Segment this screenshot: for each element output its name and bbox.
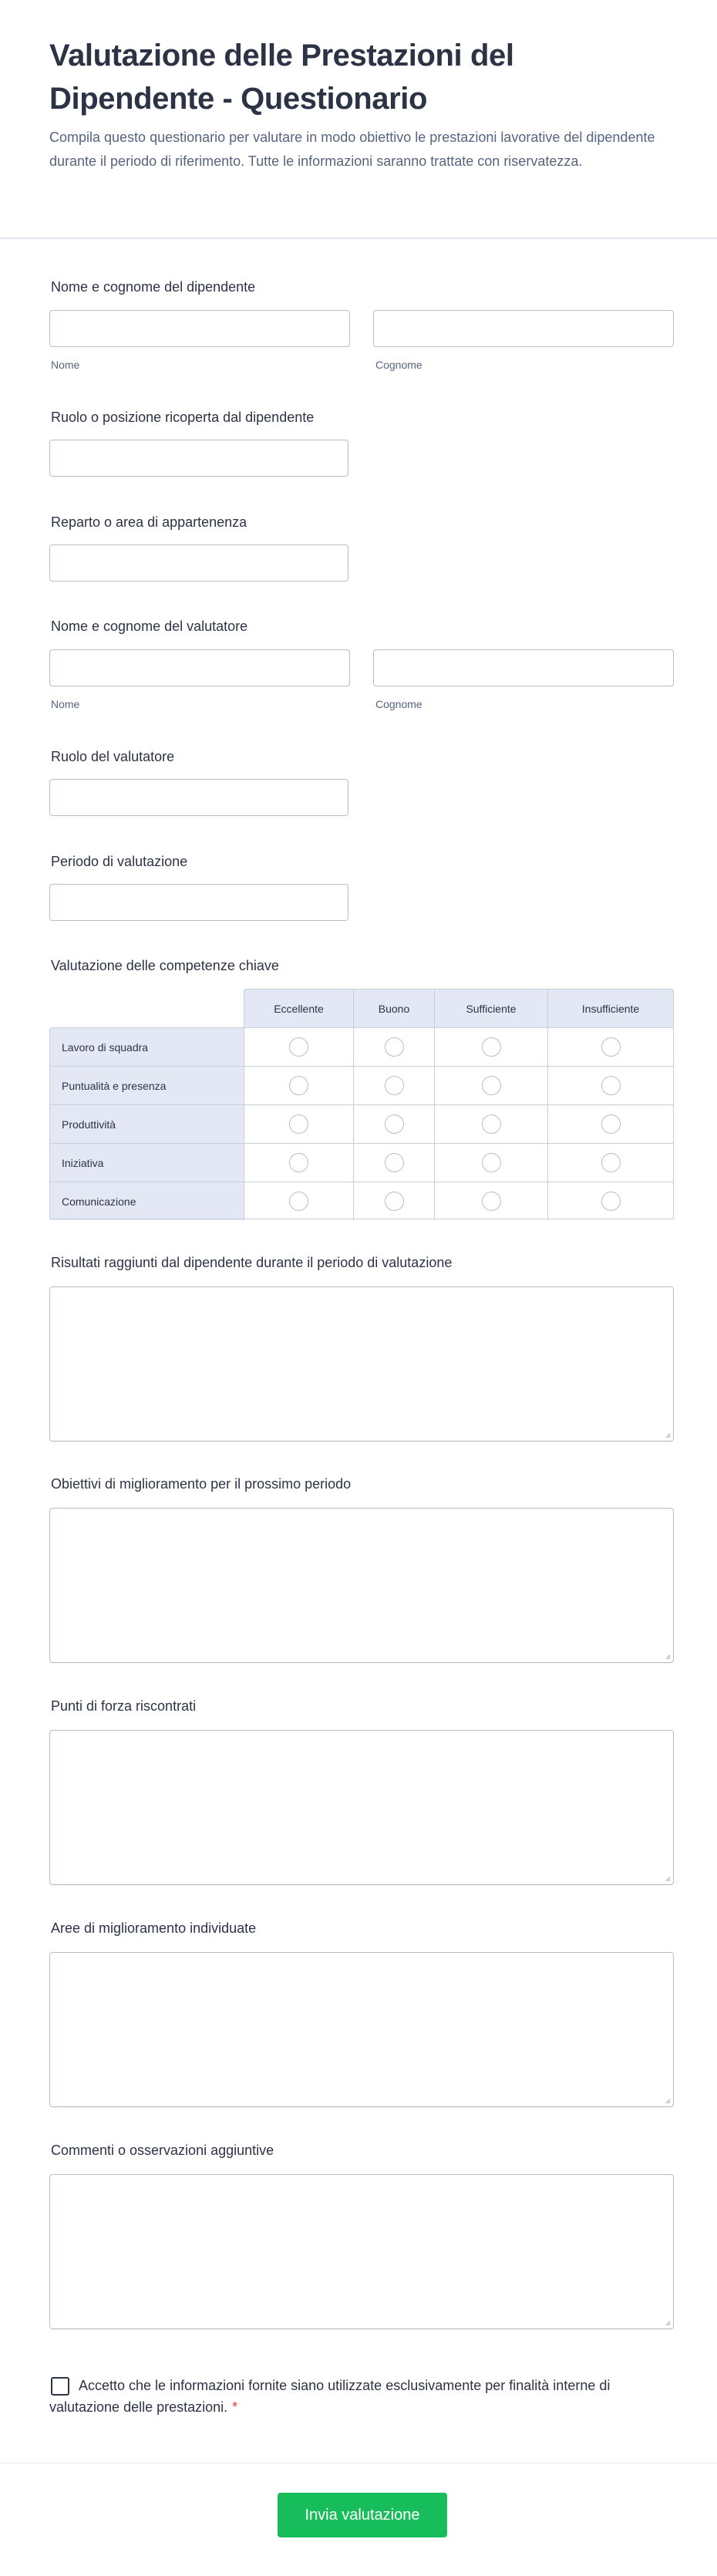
employee-last-name-input[interactable] <box>373 310 674 347</box>
department-label: Reparto o area di appartenenza <box>51 514 247 530</box>
radio-button[interactable] <box>289 1076 308 1095</box>
strengths-textarea[interactable] <box>49 1730 674 1885</box>
employee-first-name-input[interactable] <box>49 310 350 347</box>
form-header <box>0 0 717 239</box>
radio-button[interactable] <box>482 1037 501 1057</box>
employee-role-label: Ruolo o posizione ricoperta dal dipendente <box>51 410 315 425</box>
improvement-areas-label: Aree di miglioramento individuate <box>51 1920 257 1936</box>
improvement-areas-textarea[interactable] <box>49 1952 674 2107</box>
radio-button[interactable] <box>601 1114 621 1134</box>
radio-button[interactable] <box>289 1153 308 1172</box>
matrix-row <box>49 1143 674 1182</box>
resize-handle-icon[interactable] <box>665 1654 671 1660</box>
radio-button[interactable] <box>385 1037 404 1057</box>
radio-button[interactable] <box>289 1114 308 1134</box>
comments-textarea[interactable] <box>49 2174 674 2329</box>
radio-button[interactable] <box>601 1037 621 1057</box>
radio-button[interactable] <box>482 1192 501 1211</box>
competency-matrix <box>49 989 674 1219</box>
matrix-row-label: Iniziativa <box>49 1143 244 1182</box>
matrix-row <box>49 1104 674 1143</box>
radio-button[interactable] <box>601 1192 621 1211</box>
matrix-row-label: Comunicazione <box>49 1182 244 1220</box>
resize-handle-icon[interactable] <box>665 2098 671 2104</box>
matrix-row-label: Produttività <box>49 1104 244 1143</box>
matrix-label: Valutazione delle competenze chiave <box>51 958 279 973</box>
consent-row <box>49 2377 635 2420</box>
evaluator-last-name-sublabel: Cognome <box>375 698 422 710</box>
matrix-row <box>49 1066 674 1104</box>
matrix-row-label: Puntualità e presenza <box>49 1066 244 1104</box>
employee-first-name-sublabel: Nome <box>51 359 80 371</box>
evaluator-name-label: Nome e cognome del valutatore <box>51 619 248 634</box>
evaluator-role-input[interactable] <box>49 779 348 816</box>
results-textarea[interactable] <box>49 1286 674 1441</box>
strengths-label: Punti di forza riscontrati <box>51 1698 197 1714</box>
submit-button[interactable]: Invia valutazione <box>278 2493 447 2537</box>
radio-button[interactable] <box>385 1114 404 1134</box>
radio-button[interactable] <box>482 1153 501 1172</box>
employee-role-input[interactable] <box>49 440 348 477</box>
employee-name-label: Nome e cognome del dipendente <box>51 279 256 295</box>
radio-button[interactable] <box>289 1192 308 1211</box>
radio-button[interactable] <box>385 1192 404 1211</box>
evaluator-role-label: Ruolo del valutatore <box>51 749 175 764</box>
improvement-goals-label: Obiettivi di miglioramento per il prossimo periodo <box>51 1476 352 1492</box>
evaluator-first-name-sublabel: Nome <box>51 698 80 710</box>
radio-button[interactable] <box>482 1076 501 1095</box>
required-asterisk: * <box>232 2399 238 2415</box>
matrix-column-header: Insufficiente <box>548 989 674 1027</box>
radio-button[interactable] <box>289 1037 308 1057</box>
improvement-goals-textarea[interactable] <box>49 1508 674 1663</box>
resize-handle-icon[interactable] <box>665 1876 671 1882</box>
evaluation-period-label: Periodo di valutazione <box>51 854 188 869</box>
evaluator-first-name-input[interactable] <box>49 649 350 686</box>
evaluation-period-input[interactable] <box>49 884 348 921</box>
resize-handle-icon[interactable] <box>665 2320 671 2326</box>
resize-handle-icon[interactable] <box>665 1432 671 1438</box>
radio-button[interactable] <box>385 1153 404 1172</box>
employee-last-name-sublabel: Cognome <box>375 359 422 371</box>
matrix-column-header: Buono <box>354 989 435 1027</box>
matrix-column-header: Sufficiente <box>435 989 548 1027</box>
radio-button[interactable] <box>482 1114 501 1134</box>
radio-button[interactable] <box>385 1076 404 1095</box>
form-title: Valutazione delle Prestazioni del Dipendente - Questionario <box>49 39 514 116</box>
radio-button[interactable] <box>601 1153 621 1172</box>
consent-label[interactable] <box>49 2375 635 2418</box>
evaluator-last-name-input[interactable] <box>373 649 674 686</box>
form-description: Compila questo questionario per valutare in modo obiettivo le prestazioni lavorative del dipendente durante il periodo di riferimento. Tutte le informazioni saranno trattate con riservatezza. <box>49 130 655 169</box>
consent-text: Accetto che le informazioni fornite siano utilizzate esclusivamente per finalità interne di valutazione delle prestazioni. <box>49 2378 611 2415</box>
results-label: Risultati raggiunti dal dipendente durante il periodo di valutazione <box>51 1255 453 1270</box>
matrix-row <box>49 1182 674 1220</box>
matrix-row <box>49 1027 674 1066</box>
matrix-row-label: Lavoro di squadra <box>49 1027 244 1066</box>
matrix-column-header: Eccellente <box>244 989 354 1027</box>
comments-label: Commenti o osservazioni aggiuntive <box>51 2143 274 2158</box>
department-input[interactable] <box>49 545 348 582</box>
radio-button[interactable] <box>601 1076 621 1095</box>
